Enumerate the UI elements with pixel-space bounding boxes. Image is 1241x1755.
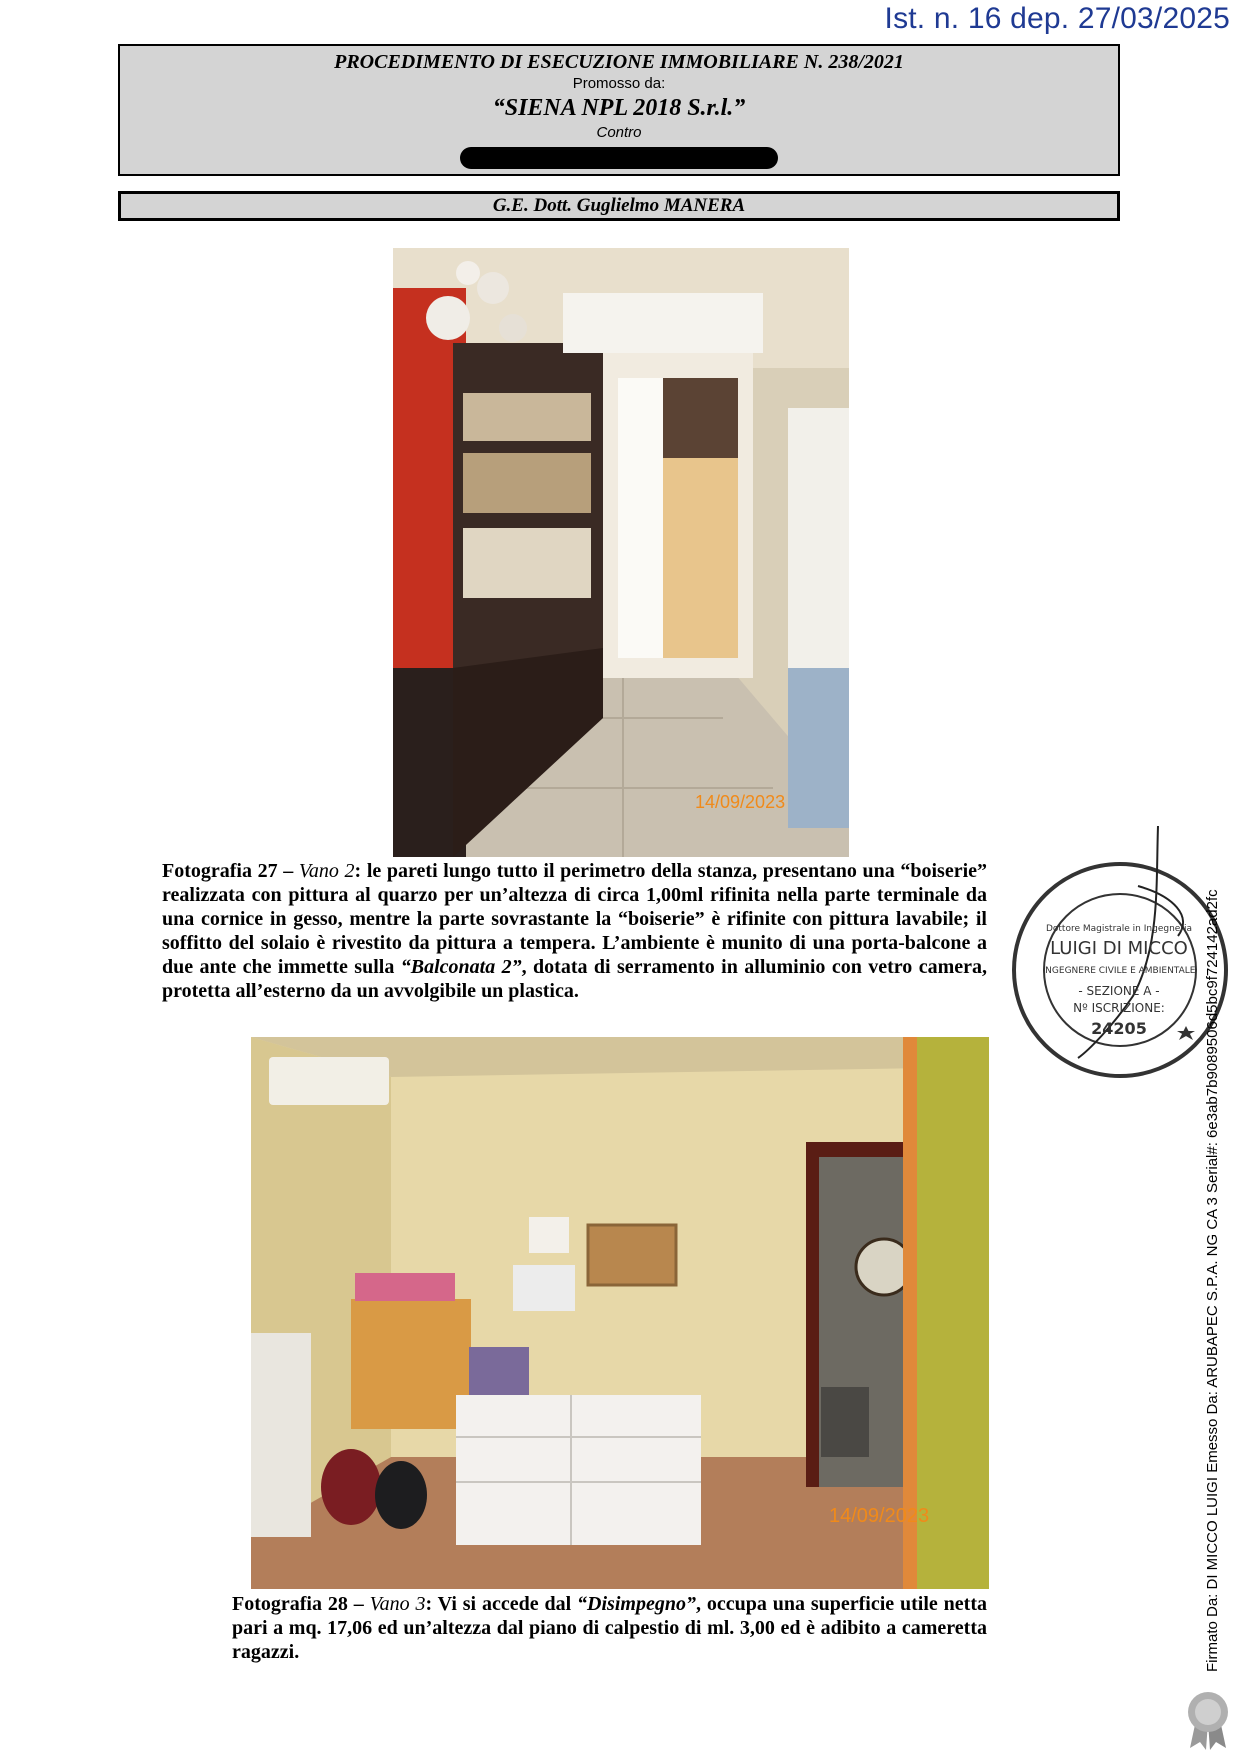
seal-line-4: - SEZIONE A - bbox=[1078, 984, 1160, 998]
seal-line-3: INGEGNERE CIVILE E AMBIENTALE bbox=[1042, 966, 1196, 976]
caption-28-room: Vano 3 bbox=[369, 1593, 426, 1615]
caption-28-text-a: : Vi si accede dal bbox=[425, 1593, 578, 1615]
promoted-by-label: Promosso da: bbox=[572, 75, 666, 92]
photo-27-living-room bbox=[393, 248, 849, 857]
digital-signature-note: Firmato Da: DI MICCO LUIGI Emesso Da: ARUBAPEC S.P.A. NG CA 3 Serial#: 6e3ab7b9089506d5bc9f724142ad2fc bbox=[1204, 889, 1221, 1672]
caption-28-em: “Disimpegno” bbox=[577, 1593, 696, 1615]
caption-27-text-b: , dotata di serramento in alluminio con vetro camera, protetta all’esterno da un avvolgibile un plastica. bbox=[162, 956, 988, 1002]
caption-28 bbox=[232, 1592, 987, 1664]
digital-signature-rosette-icon bbox=[1182, 1690, 1234, 1750]
caption-28-label: Fotografia 28 – bbox=[232, 1593, 364, 1615]
caption-28-text-b: , occupa una superficie utile netta pari a mq. 17,06 ed un’altezza dal piano di calpestio di ml. 3,00 ed è adibito a cameretta ragazzi. bbox=[232, 1593, 987, 1663]
seal-line-5: Nº ISCRIZIONE: bbox=[1073, 1001, 1165, 1015]
caption-27-text-a: : le pareti lungo tutto il perimetro della stanza, presentano una “boiserie” realizzata con pittura al quarzo per un’altezza di circa 1,00ml rifinita nella parte terminale da una cornice in gesso, mentre la parte sovrastante la “boiserie” è rifinite con pittura lavabile; il soffitto del solaio è rivestito da pittura a tempera. L’ambiente è munito di una porta-balcone a due ante che immette sulla bbox=[162, 860, 988, 978]
case-header bbox=[118, 44, 1120, 176]
caption-27-em: “Balconata 2” bbox=[400, 956, 522, 978]
engineer-seal-stamp bbox=[1008, 826, 1236, 1094]
redacted-debtor bbox=[460, 147, 778, 169]
caption-27-room: Vano 2 bbox=[298, 860, 355, 882]
caption-27 bbox=[162, 859, 987, 1003]
against-label: Contro bbox=[596, 124, 642, 141]
seal-line-1: Dottore Magistrale in Ingegneria bbox=[1045, 924, 1193, 934]
creditor-name: “SIENA NPL 2018 S.r.l.” bbox=[492, 95, 746, 121]
photo-28-kids-room bbox=[251, 1037, 989, 1589]
seal-line-6: 24205 bbox=[1091, 1019, 1147, 1038]
caption-27-label: Fotografia 27 – bbox=[162, 860, 294, 882]
seal-line-2: LUIGI DI MICCO bbox=[1050, 938, 1188, 959]
judge-header: G.E. Dott. Guglielmo MANERA bbox=[118, 191, 1120, 221]
photo-28-date-stamp: 14/09/2023 bbox=[829, 1505, 930, 1527]
registration-stamp: Ist. n. 16 dep. 27/03/2025 bbox=[884, 2, 1230, 35]
photo-27-date-stamp: 14/09/2023 bbox=[695, 792, 786, 812]
case-title: PROCEDIMENTO DI ESECUZIONE IMMOBILIARE N. 238/2021 bbox=[334, 51, 904, 73]
